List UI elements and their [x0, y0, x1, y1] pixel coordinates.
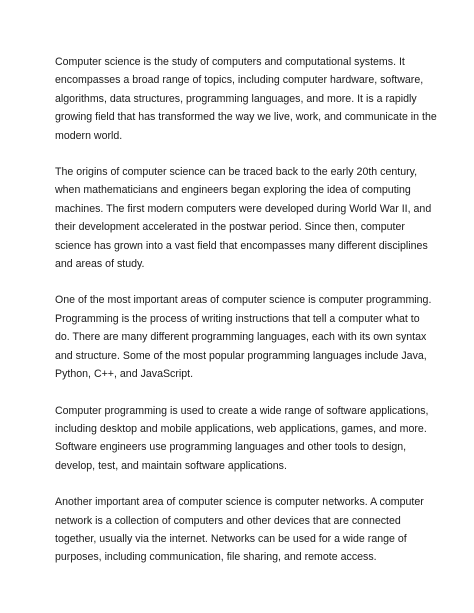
paragraph-line: purposes, including communication, file sharing, and remote access. [55, 551, 377, 564]
paragraph-line: together, usually via the internet. Networks can be used for a wide range of [55, 532, 407, 545]
paragraph-line: modern world. [55, 129, 123, 142]
paragraph-5 [55, 493, 425, 567]
paragraph-line: their development accelerated in the postwar period. Since then, computer [55, 221, 405, 234]
document-body [55, 53, 437, 585]
paragraph-line: machines. The first modern computers were developed during World War II, and [55, 202, 432, 215]
paragraph-line: One of the most important areas of computer science is computer programming. [55, 294, 432, 307]
paragraph-line: when mathematicians and engineers began exploring the idea of computing [55, 184, 411, 197]
paragraph-line: science has grown into a vast field that encompasses many different disciplines [55, 239, 428, 252]
paragraph-line: and areas of study. [55, 258, 145, 271]
paragraph-line: encompasses a broad range of topics, including computer hardware, software, [55, 74, 424, 87]
paragraph-line: algorithms, data structures, programming languages, and more. It is a rapidly [55, 92, 417, 105]
paragraph-line: The origins of computer science can be traced back to the early 20th century, [55, 166, 418, 179]
paragraph-4 [55, 402, 429, 476]
paragraph-line: develop, test, and maintain software applications. [55, 459, 287, 472]
paragraph-line: Another important area of computer science is computer networks. A computer [55, 496, 424, 509]
paragraph-line: Computer science is the study of computers and computational systems. It [55, 56, 405, 68]
paragraph-line: Software engineers use programming languages and other tools to design, [55, 441, 407, 454]
paragraph-line: Computer programming is used to create a wide range of software applications, [55, 404, 429, 417]
paragraph-3 [55, 291, 432, 383]
paragraph-line: including desktop and mobile applications, web applications, games, and more. [55, 422, 427, 435]
paragraph-1 [55, 53, 437, 145]
paragraph-line: network is a collection of computers and other devices that are connected [55, 514, 401, 527]
paragraph-line: Python, C++, and JavaScript. [55, 368, 194, 381]
paragraph-2 [55, 163, 432, 273]
paragraph-line: Programming is the process of writing instructions that tell a computer what to [55, 312, 420, 325]
paragraph-line: and structure. Some of the most popular programming languages include Java, [55, 349, 427, 362]
paragraph-line: growing field that has transformed the way we live, work, and communicate in the [55, 111, 437, 124]
paragraph-line: do. There are many different programming languages, each with its own syntax [55, 331, 427, 344]
